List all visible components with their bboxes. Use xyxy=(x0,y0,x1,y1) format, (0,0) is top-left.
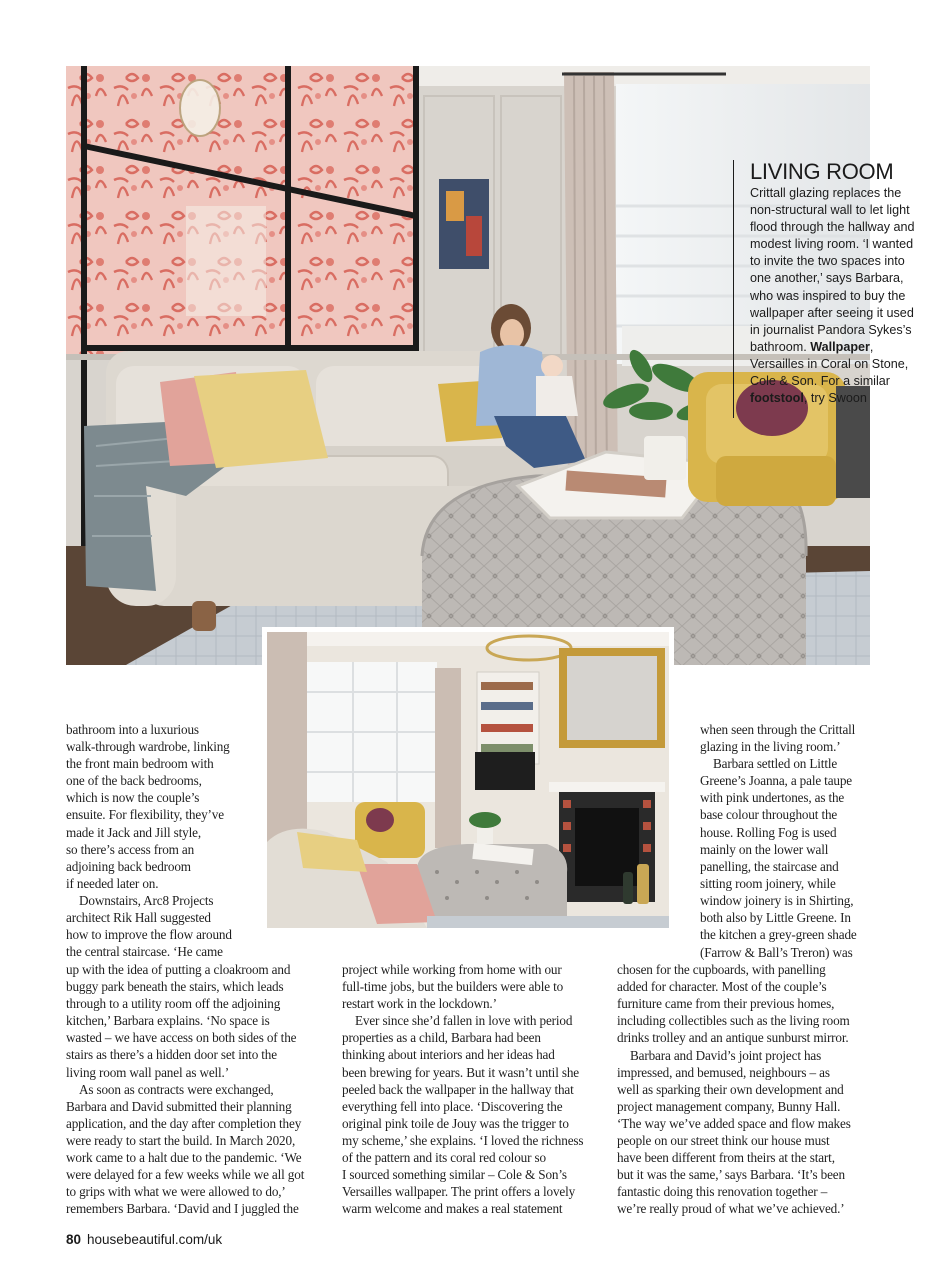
body-line: full-time jobs, but the builders were able to xyxy=(342,979,564,995)
body-line: warm welcome and makes a real statement xyxy=(342,1201,563,1217)
caption-text: , try Swoon xyxy=(803,391,867,406)
caption-line: after seeing it used in xyxy=(750,305,914,337)
body-line: architect Rik Hall suggested xyxy=(66,910,211,926)
body-line: kitchen,’ Barbara explains. ‘No space is xyxy=(66,1013,270,1029)
body-line: the kitchen a grey-green shade xyxy=(700,927,857,943)
body-line: drinks trolley and an antique sunburst mirror. xyxy=(617,1030,849,1046)
body-line: how to improve the flow around xyxy=(66,927,232,943)
body-line: up with the idea of putting a cloakroom and xyxy=(66,962,291,977)
caption-line: Crittall glazing replaces the xyxy=(750,186,902,200)
body-line: including collectibles such as the living room xyxy=(617,1013,850,1029)
body-line: when seen through the Crittall xyxy=(700,722,856,737)
body-line: remembers Barbara. ‘David and I juggled the xyxy=(66,1201,299,1217)
caption-line: Versailles in Coral on Stone, xyxy=(750,356,909,371)
body-line: with pink undertones, as the xyxy=(700,790,845,806)
caption-line xyxy=(750,391,867,405)
body-line: Greene’s Joanna, a pale taupe xyxy=(700,773,852,789)
living-room-photo xyxy=(66,66,915,665)
body-line: project while working from home with our xyxy=(342,962,562,977)
body-line: added for character. Most of the couple’s xyxy=(617,979,827,995)
body-line: project management company, Bunny Hall. xyxy=(617,1098,841,1114)
page-number: 80 xyxy=(66,1232,82,1247)
caption-line: non-structural wall to let light xyxy=(750,203,910,218)
caption-text: bathroom. xyxy=(750,339,811,354)
caption-credit-wallpaper: Wallpaper xyxy=(810,339,870,354)
caption-line: says Barbara, who was xyxy=(750,271,904,303)
body-line: the front main bedroom with xyxy=(66,756,214,772)
body-line: which is now the couple’s xyxy=(66,790,200,806)
caption-text: , xyxy=(869,339,874,354)
body-line: buggy park beneath the stairs, which leads xyxy=(66,979,284,995)
body-line: made it Jack and Jill style, xyxy=(66,824,201,840)
body-line: Barbara and David submitted their planning xyxy=(66,1098,292,1114)
body-line: stairs as there’s a hidden door set into the xyxy=(66,1047,277,1063)
body-line: fantastic doing this renovation together – xyxy=(617,1184,828,1200)
caption-line xyxy=(750,340,873,354)
body-line: Ever since she’d fallen in love with period xyxy=(355,1013,573,1029)
caption-line: ‘I wanted to invite the two xyxy=(750,237,914,269)
caption-line: Cole & Son. For a similar xyxy=(750,374,890,389)
body-line: were ready to start the build. In March 2020, xyxy=(66,1132,296,1148)
body-line: to grips with what we were allowed to do,’ xyxy=(66,1184,286,1200)
body-line: chosen for the cupboards, with panelling xyxy=(617,962,826,978)
body-line: Downstairs, Arc8 Projects xyxy=(79,892,214,908)
body-line: original pink toile de Jouy was the trigger to xyxy=(342,1115,569,1131)
body-line: panelling, the staircase and xyxy=(700,858,839,874)
body-line: application, and the day after completion they xyxy=(66,1115,302,1131)
body-line: so there’s access from an xyxy=(66,841,195,857)
body-line: (Farrow & Ball’s Treron) was xyxy=(700,945,853,960)
body-line: everything fell into place. ‘Discovering the xyxy=(342,1098,563,1114)
sitting-room-photo xyxy=(262,627,674,933)
body-column-1-lower xyxy=(66,961,322,1217)
body-line: wasted – we have access on both sides of the xyxy=(66,1030,297,1046)
body-line: As soon as contracts were exchanged, xyxy=(79,1081,274,1097)
body-column-3-upper xyxy=(700,721,875,943)
caption-body xyxy=(750,185,923,407)
caption-credit-footstool: footstool xyxy=(750,391,804,406)
body-line: ensuite. For flexibility, they’ve xyxy=(66,807,224,823)
caption-title: LIVING ROOM xyxy=(750,159,894,184)
body-line: sitting room joinery, while xyxy=(700,875,836,891)
body-line: through to a utility room off the adjoining xyxy=(66,996,281,1012)
body-line: work came to a halt due to the pandemic. ‘We xyxy=(66,1150,302,1166)
body-line: furniture came from their previous homes, xyxy=(617,996,835,1012)
body-line: the central staircase. ‘He came xyxy=(66,944,223,960)
body-line: Versailles wallpaper. The print offers a lovely xyxy=(342,1184,576,1200)
body-line: people on our street think our house must xyxy=(617,1133,830,1149)
body-line: of the pattern and its coral red colour so xyxy=(342,1150,546,1166)
site-url: housebeautiful.com/uk xyxy=(87,1232,223,1247)
body-line: Barbara and David’s joint project has xyxy=(630,1047,822,1063)
body-line: impressed, and bemused, neighbours – as xyxy=(617,1064,830,1080)
body-line: bathroom into a luxurious xyxy=(66,722,199,737)
body-line: we’re really proud of what we’ve achieved.’ xyxy=(617,1201,845,1217)
body-line: thinking about interiors and her ideas had xyxy=(342,1047,555,1063)
body-line: living room wall panel as well.’ xyxy=(66,1064,229,1080)
body-line: were delayed for a few weeks while we all got xyxy=(66,1167,305,1183)
caption-line: journalist Pandora Sykes’s xyxy=(763,322,912,337)
body-line: if needed later on. xyxy=(66,875,159,891)
body-line: been brewing for years. But it wasn’t until she xyxy=(342,1064,579,1080)
body-line: restart work in the lockdown.’ xyxy=(342,996,497,1012)
body-line: base colour throughout the xyxy=(700,807,838,823)
caption-line: and modest living room. xyxy=(750,220,915,252)
body-line: well as sparking their own development and xyxy=(617,1081,844,1097)
caption-line: flood through the hallway xyxy=(750,220,891,235)
body-line: both also by Little Greene. In xyxy=(700,910,851,926)
body-line: I sourced something similar – Cole & Son’s xyxy=(342,1167,567,1183)
body-column-1-upper xyxy=(66,721,256,960)
body-line: window joinery is in Shirting, xyxy=(700,892,854,908)
body-line: have been different from theirs at the start, xyxy=(617,1150,835,1166)
body-line: mainly on the lower wall xyxy=(700,841,829,857)
body-line: my scheme,’ she explains. ‘I loved the richness xyxy=(342,1132,584,1148)
body-line: house. Rolling Fog is used xyxy=(700,824,837,840)
body-line: adjoining back bedroom xyxy=(66,858,191,874)
body-line: properties as a child, Barbara had been xyxy=(342,1030,541,1046)
body-line: one of the back bedrooms, xyxy=(66,773,202,789)
body-line: Barbara settled on Little xyxy=(713,756,838,772)
body-column-3-lower xyxy=(617,944,875,1218)
body-line: ‘The way we’ve added space and flow makes xyxy=(617,1115,851,1131)
body-line: walk-through wardrobe, linking xyxy=(66,739,230,755)
body-column-2 xyxy=(342,961,600,1217)
caption-line: spaces into one another,’ xyxy=(750,254,905,286)
body-line: glazing in the living room.’ xyxy=(700,739,841,755)
page-footer xyxy=(66,1232,222,1247)
body-line: peeled back the wallpaper in the hallway that xyxy=(342,1081,574,1097)
photo-caption xyxy=(733,160,923,418)
sitting-room-illustration xyxy=(267,632,669,928)
body-line: but it was the same,’ says Barbara. ‘It’s been xyxy=(617,1167,845,1183)
caption-line: inspired to buy the wallpaper xyxy=(750,288,906,320)
